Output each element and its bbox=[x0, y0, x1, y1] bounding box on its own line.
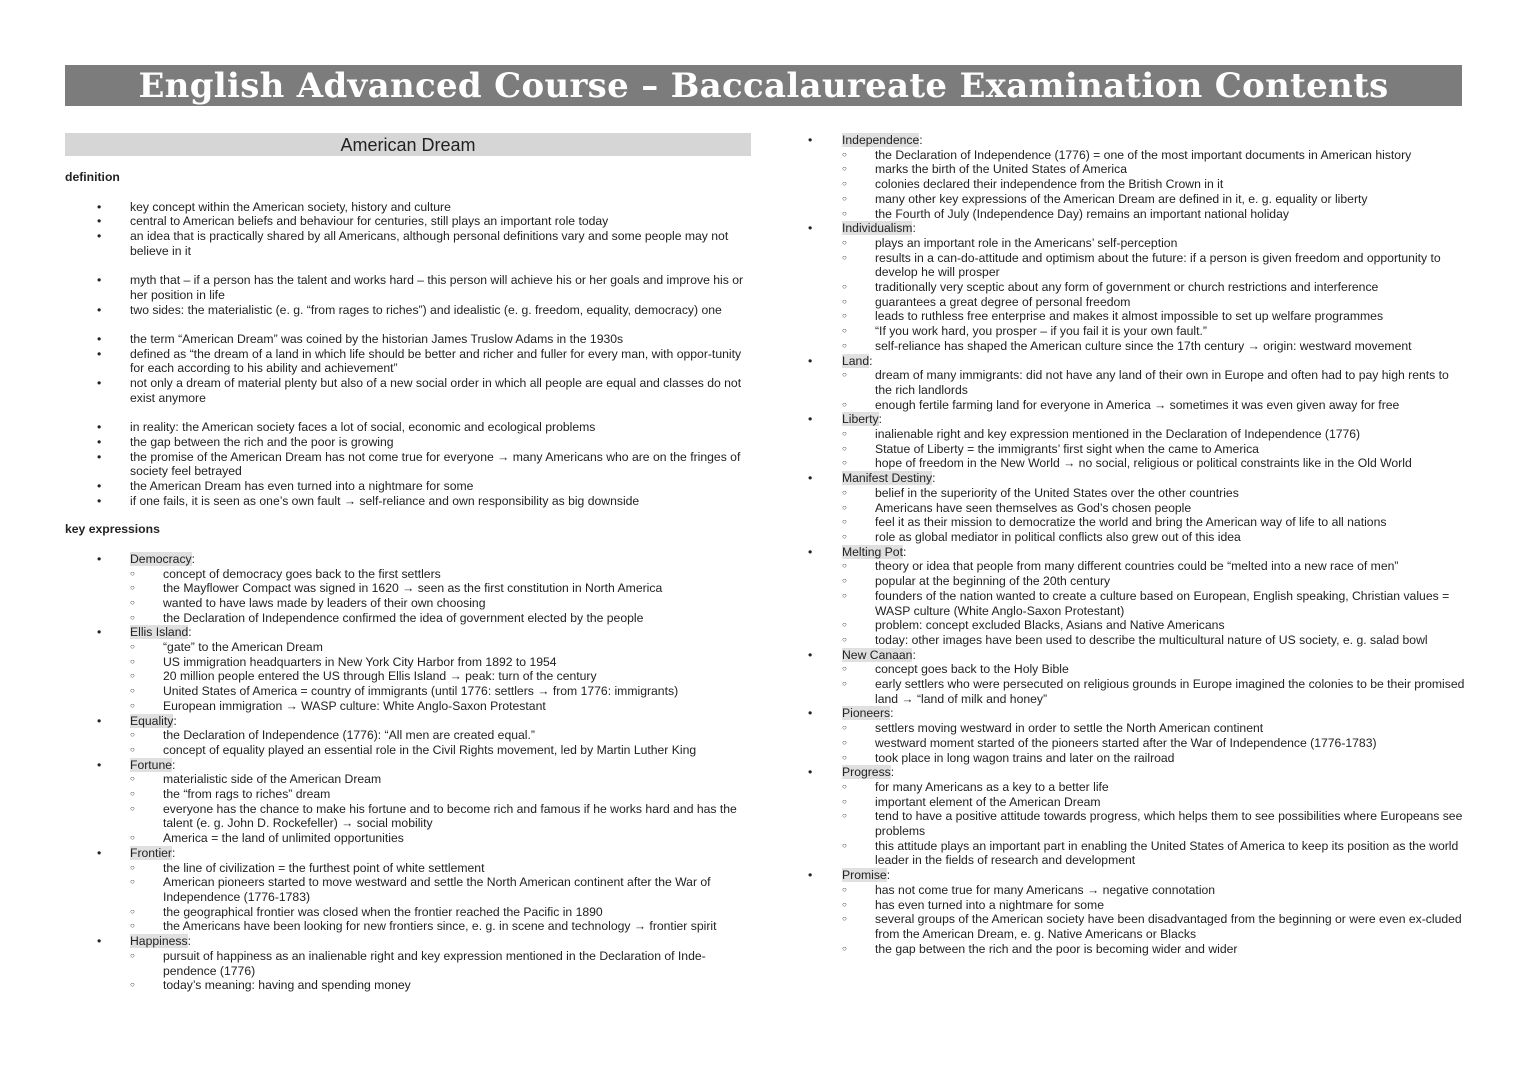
key-expression-point: ○ guarantees a great degree of personal freedom bbox=[842, 295, 1467, 310]
key-expression-point: ○ colonies declared their independence from the British Crown in it bbox=[842, 177, 1467, 192]
key-expression-term: Manifest Destiny bbox=[842, 471, 933, 486]
definition-item: • in reality: the American society faces a lot of social, economic and ecological problems bbox=[65, 420, 755, 435]
key-expression-point: ○ the Declaration of Independence (1776): “All men are created equal.” bbox=[130, 728, 755, 743]
key-expression-point: ○ founders of the nation wanted to create a culture based on European, English speaking, Christian values = WASP culture (White Anglo-Saxon Protestant) bbox=[842, 589, 1467, 618]
definition-item: • an idea that is practically shared by all Americans, although personal definitions vary and some people may not believe in it bbox=[65, 229, 755, 258]
key-expression-points bbox=[130, 728, 755, 757]
key-expression-point: ○ westward moment started of the pioneers started after the War of Independence (1776-1783) bbox=[842, 736, 1467, 751]
key-expression-point: ○ the Declaration of Independence confirmed the idea of government elected by the people bbox=[130, 611, 755, 626]
key-expression-term: Frontier bbox=[130, 845, 172, 860]
section-title: American Dream bbox=[65, 133, 751, 156]
definition-item: • key concept within the American society, history and culture bbox=[65, 200, 755, 215]
key-expression-term: Ellis Island bbox=[130, 625, 189, 640]
key-expression: • New Canaan: ○ concept goes back to the Holy Bible ○ early settlers who were persecuted on religious grounds in Europe imagined the colonies to be their promised land → “land of milk and honey” bbox=[805, 648, 1467, 707]
key-expression-points bbox=[842, 780, 1467, 868]
key-expression-points bbox=[842, 559, 1467, 647]
key-expression-point: ○ the Mayflower Compact was signed in 1620 → seen as the first constitution in North America bbox=[130, 581, 755, 596]
key-expression-point: ○ traditionally very sceptic about any form of government or church restrictions and interference bbox=[842, 280, 1467, 295]
key-expression-point: ○ many other key expressions of the American Dream are defined in it, e. g. equality or liberty bbox=[842, 192, 1467, 207]
definition-group bbox=[65, 273, 755, 317]
title-banner bbox=[65, 65, 1462, 106]
key-expression-point: ○ theory or idea that people from many different countries could be “melted into a new race of men” bbox=[842, 559, 1467, 574]
key-expression-point: ○ Americans have seen themselves as God’s chosen people bbox=[842, 501, 1467, 516]
definition-heading: definition bbox=[65, 170, 120, 184]
key-expression-point: ○ wanted to have laws made by leaders of their own choosing bbox=[130, 596, 755, 611]
key-expression-points bbox=[842, 721, 1467, 765]
definition-item: • not only a dream of material plenty but also of a new social order in which all people are equal and classes do not exist anymore bbox=[65, 376, 755, 405]
key-expression: • Promise: ○ has not come true for many Americans → negative connotation ○ has even turned into a nightmare for some ○ several groups of the American society have been disadvantaged from the beginning or were even ex-cluded from the American Dream, e. g. Native Americans or Blacks ○ the gap between the rich and the poor is becoming wider and wider bbox=[805, 868, 1467, 956]
key-expression-point: ○ leads to ruthless free enterprise and makes it almost impossible to set up welfare programmes bbox=[842, 309, 1467, 324]
key-expression: • Individualism: ○ plays an important role in the Americans’ self-perception ○ results in a can-do-attitude and optimism about the future: if a person is given freedom and opportunity to develop he will prosper ○ traditionally very sceptic about any form of government or church restrictions and interference ○ guarantees a great degree of personal freedom ○ leads to ruthless free enterprise and makes it almost impossible to set up welfare programmes ○ “If you work hard, you prosper – if you fail it is your own fault.” ○ self-reliance has shaped the American culture since the 17th century → origin: westward movement bbox=[805, 221, 1467, 353]
key-expression-point: ○ European immigration → WASP culture: White Anglo-Saxon Protestant bbox=[130, 699, 755, 714]
key-expression-point: ○ materialistic side of the American Dream bbox=[130, 772, 755, 787]
key-expression-points bbox=[130, 772, 755, 846]
key-expression: • Fortune: ○ materialistic side of the American Dream ○ the “from rags to riches” dream ○ everyone has the chance to make his fortune and to become rich and famous if he works hard and has the talent (e. g. John D. Rockefeller) → social mobility ○ America = the land of unlimited opportunities bbox=[65, 758, 755, 846]
key-expression-term: New Canaan bbox=[842, 647, 913, 662]
definition-item: • the promise of the American Dream has not come true for everyone → many Americans who are on the fringes of society feel betrayed bbox=[65, 450, 755, 479]
key-expression-point: ○ inalienable right and key expression mentioned in the Declaration of Independence (1776) bbox=[842, 427, 1467, 442]
key-expressions-heading: key expressions bbox=[65, 522, 160, 537]
key-expression-point: ○ United States of America = country of immigrants (until 1776: settlers → from 1776: immigrants) bbox=[130, 684, 755, 699]
key-expression-point: ○ 20 million people entered the US through Ellis Island → peak: turn of the century bbox=[130, 669, 755, 684]
key-expression-point: ○ hope of freedom in the New World → no social, religious or political constraints like in the Old World bbox=[842, 456, 1467, 471]
key-expression-point: ○ US immigration headquarters in New York City Harbor from 1892 to 1954 bbox=[130, 655, 755, 670]
key-expression-point: ○ plays an important role in the Americans’ self-perception bbox=[842, 236, 1467, 251]
key-expression-point: ○ the Americans have been looking for new frontiers since, e. g. in scene and technology → frontier spirit bbox=[130, 919, 755, 934]
definition-item: • the term “American Dream” was coined by the historian James Truslow Adams in the 1930s bbox=[65, 332, 755, 347]
definition-item: • two sides: the materialistic (e. g. “from rages to riches”) and idealistic (e. g. freedom, equality, democracy) one bbox=[65, 303, 755, 318]
key-expression-point: ○ role as global mediator in political conflicts also grew out of this idea bbox=[842, 530, 1467, 545]
key-expression-term: Liberty bbox=[842, 412, 879, 427]
key-expression-point: ○ enough fertile farming land for everyone in America → sometimes it was even given away for free bbox=[842, 398, 1467, 413]
key-expression-point: ○ “gate” to the American Dream bbox=[130, 640, 755, 655]
key-expression-points bbox=[842, 368, 1467, 412]
definition-item: • central to American beliefs and behaviour for centuries, still plays an important role today bbox=[65, 214, 755, 229]
key-expressions-right bbox=[805, 133, 1467, 956]
definition-item: • the gap between the rich and the poor is growing bbox=[65, 435, 755, 450]
key-expression-point: ○ feel it as their mission to democratize the world and bring the American way of life to all nations bbox=[842, 515, 1467, 530]
key-expression-point: ○ tend to have a positive attitude towards progress, which helps them to see possibilities where Europeans see problems bbox=[842, 809, 1467, 838]
right-column bbox=[805, 133, 1467, 956]
definition-item: • defined as “the dream of a land in which life should be better and richer and fuller for every man, with oppor-tunity for each according to his ability and achievement” bbox=[65, 347, 755, 376]
key-expression-points bbox=[842, 883, 1467, 957]
key-expression-point: ○ self-reliance has shaped the American culture since the 17th century → origin: westward movement bbox=[842, 339, 1467, 354]
left-column bbox=[65, 133, 755, 993]
key-expression: • Democracy: ○ concept of democracy goes back to the first settlers ○ the Mayflower Compact was signed in 1620 → seen as the first constitution in North America ○ wanted to have laws made by leaders of their own choosing ○ the Declaration of Independence confirmed the idea of government elected by the people bbox=[65, 552, 755, 626]
key-expression-point: ○ problem: concept excluded Blacks, Asians and Native Americans bbox=[842, 618, 1467, 633]
key-expression-points bbox=[842, 236, 1467, 354]
key-expression-point: ○ everyone has the chance to make his fortune and to become rich and famous if he works hard and has the talent (e. g. John D. Rockefeller) → social mobility bbox=[130, 802, 755, 831]
key-expression-points bbox=[842, 486, 1467, 545]
key-expression: • Independence: ○ the Declaration of Independence (1776) = one of the most important documents in American history ○ marks the birth of the United States of America ○ colonies declared their independence from the British Crown in it ○ many other key expressions of the American Dream are defined in it, e. g. equality or liberty ○ the Fourth of July (Independence Day) remains an important national holiday bbox=[805, 133, 1467, 221]
key-expression: • Pioneers: ○ settlers moving westward in order to settle the North American continent ○ westward moment started of the pioneers started after the War of Independence (1776-1783) ○ took place in long wagon trains and later on the railroad bbox=[805, 706, 1467, 765]
key-expression-point: ○ the Declaration of Independence (1776) = one of the most important documents in American history bbox=[842, 148, 1467, 163]
key-expression-point: ○ took place in long wagon trains and later on the railroad bbox=[842, 751, 1467, 766]
definition-item: • the American Dream has even turned into a nightmare for some bbox=[65, 479, 755, 494]
key-expression-points bbox=[842, 427, 1467, 471]
key-expression-point: ○ the line of civilization = the furthest point of white settlement bbox=[130, 861, 755, 876]
key-expression-point: ○ this attitude plays an important part in enabling the United States of America to keep its position as the world leader in the fields of research and development bbox=[842, 839, 1467, 868]
key-expression-point: ○ Statue of Liberty = the immigrants’ first sight when the came to America bbox=[842, 442, 1467, 457]
page-title: English Advanced Course – Baccalaureate Examination Contents bbox=[138, 65, 1389, 106]
definition-item: • if one fails, it is seen as one’s own fault → self-reliance and own responsibility as big downside bbox=[65, 494, 755, 509]
key-expression: • Liberty: ○ inalienable right and key expression mentioned in the Declaration of Independence (1776) ○ Statue of Liberty = the immigrants’ first sight when the came to America ○ hope of freedom in the New World → no social, religious or political constraints like in the Old World bbox=[805, 412, 1467, 471]
key-expression-points bbox=[130, 949, 755, 993]
key-expression-point: ○ early settlers who were persecuted on religious grounds in Europe imagined the colonies to be their promised land → “land of milk and honey” bbox=[842, 677, 1467, 706]
key-expression: • Manifest Destiny: ○ belief in the superiority of the United States over the other countries ○ Americans have seen themselves as God’s chosen people ○ feel it as their mission to democratize the world and bring the American way of life to all nations ○ role as global mediator in political conflicts also grew out of this idea bbox=[805, 471, 1467, 545]
key-expression-term: Progress bbox=[842, 765, 891, 780]
key-expression-term: Happiness bbox=[130, 934, 188, 949]
key-expression-point: ○ American pioneers started to move westward and settle the North American continent after the War of Independence (1776-1783) bbox=[130, 875, 755, 904]
key-expression-points bbox=[842, 662, 1467, 706]
key-expression-term: Promise bbox=[842, 868, 887, 883]
key-expression: • Frontier: ○ the line of civilization = the furthest point of white settlement ○ American pioneers started to move westward and settle the North American continent after the War of Independence (1776-1783) ○ the geographical frontier was closed when the frontier reached the Pacific in 1890 ○ the Americans have been looking for new frontiers since, e. g. in scene and technology → frontier spirit bbox=[65, 846, 755, 934]
key-expression-term: Pioneers bbox=[842, 706, 891, 721]
key-expression-point: ○ the gap between the rich and the poor is becoming wider and wider bbox=[842, 942, 1467, 957]
key-expression-point: ○ the “from rags to riches” dream bbox=[130, 787, 755, 802]
definition-group bbox=[65, 420, 755, 508]
key-expression-term: Individualism bbox=[842, 221, 913, 236]
key-expression: • Land: ○ dream of many immigrants: did not have any land of their own in Europe and often had to pay high rents to the rich landlords ○ enough fertile farming land for everyone in America → sometimes it was even given away for free bbox=[805, 354, 1467, 413]
key-expression-point: ○ America = the land of unlimited opportunities bbox=[130, 831, 755, 846]
definition-group bbox=[65, 332, 755, 406]
key-expression: • Happiness: ○ pursuit of happiness as an inalienable right and key expression mentioned in the Declaration of Inde-pendence (1776) ○ today’s meaning: having and spending money bbox=[65, 934, 755, 993]
key-expression-point: ○ the Fourth of July (Independence Day) remains an important national holiday bbox=[842, 207, 1467, 222]
key-expression: • Equality: ○ the Declaration of Independence (1776): “All men are created equal.” ○ concept of equality played an essential role in the Civil Rights movement, led by Martin Luther King bbox=[65, 714, 755, 758]
key-expression-point: ○ concept of democracy goes back to the first settlers bbox=[130, 567, 755, 582]
key-expression-points bbox=[130, 861, 755, 935]
key-expression-point: ○ marks the birth of the United States of America bbox=[842, 162, 1467, 177]
key-expression-points bbox=[842, 148, 1467, 222]
key-expression-point: ○ settlers moving westward in order to settle the North American continent bbox=[842, 721, 1467, 736]
key-expressions-left bbox=[65, 552, 755, 993]
key-expression-point: ○ the geographical frontier was closed when the frontier reached the Pacific in 1890 bbox=[130, 905, 755, 920]
key-expression-term: Melting Pot bbox=[842, 544, 903, 559]
key-expression-point: ○ popular at the beginning of the 20th century bbox=[842, 574, 1467, 589]
key-expression-point: ○ today’s meaning: having and spending money bbox=[130, 978, 755, 993]
key-expression-point: ○ for many Americans as a key to a better life bbox=[842, 780, 1467, 795]
key-expression-points bbox=[130, 567, 755, 626]
key-expression: • Ellis Island: ○ “gate” to the American Dream ○ US immigration headquarters in New York City Harbor from 1892 to 1954 ○ 20 million people entered the US through Ellis Island → peak: turn of the century ○ United States of America = country of immigrants (until 1776: settlers → from 1776: immigrants) ○ European immigration → WASP culture: White Anglo-Saxon Protestant bbox=[65, 625, 755, 713]
key-expression-point: ○ today: other images have been used to describe the multicultural nature of US society, e. g. salad bowl bbox=[842, 633, 1467, 648]
key-expression-points bbox=[130, 640, 755, 714]
key-expression-term: Equality bbox=[130, 713, 174, 728]
key-expression: • Melting Pot: ○ theory or idea that people from many different countries could be “melted into a new race of men” ○ popular at the beginning of the 20th century ○ founders of the nation wanted to create a culture based on European, English speaking, Christian values = WASP culture (White Anglo-Saxon Protestant) ○ problem: concept excluded Blacks, Asians and Native Americans ○ today: other images have been used to describe the multicultural nature of US society, e. g. salad bowl bbox=[805, 545, 1467, 648]
key-expression-point: ○ dream of many immigrants: did not have any land of their own in Europe and often had to pay high rents to the rich landlords bbox=[842, 368, 1467, 397]
key-expression-point: ○ important element of the American Dream bbox=[842, 795, 1467, 810]
key-expression-point: ○ pursuit of happiness as an inalienable right and key expression mentioned in the Declaration of Inde-pendence (1776) bbox=[130, 949, 755, 978]
key-expression: • Progress: ○ for many Americans as a key to a better life ○ important element of the American Dream ○ tend to have a positive attitude towards progress, which helps them to see possibilities where Europeans see problems ○ this attitude plays an important part in enabling the United States of America to keep its position as the world leader in the fields of research and development bbox=[805, 765, 1467, 868]
key-expression-point: ○ has even turned into a nightmare for some bbox=[842, 898, 1467, 913]
definition-item: • myth that – if a person has the talent and works hard – this person will achieve his or her goals and improve his or her position in life bbox=[65, 273, 755, 302]
key-expression-term: Land bbox=[842, 353, 870, 368]
key-expression-point: ○ concept of equality played an essential role in the Civil Rights movement, led by Martin Luther King bbox=[130, 743, 755, 758]
key-expression-point: ○ belief in the superiority of the United States over the other countries bbox=[842, 486, 1467, 501]
key-expression-term: Democracy bbox=[130, 551, 192, 566]
key-expression-term: Fortune bbox=[130, 757, 173, 772]
definition-group bbox=[65, 200, 755, 259]
key-expression-point: ○ concept goes back to the Holy Bible bbox=[842, 662, 1467, 677]
key-expression-point: ○ several groups of the American society have been disadvantaged from the beginning or were even ex-cluded from the American Dream, e. g. Native Americans or Blacks bbox=[842, 912, 1467, 941]
definition-list bbox=[65, 200, 755, 509]
key-expression-term: Independence bbox=[842, 133, 920, 147]
key-expression-point: ○ has not come true for many Americans → negative connotation bbox=[842, 883, 1467, 898]
key-expression-point: ○ “If you work hard, you prosper – if you fail it is your own fault.” bbox=[842, 324, 1467, 339]
key-expression-point: ○ results in a can-do-attitude and optimism about the future: if a person is given freedom and opportunity to develop he will prosper bbox=[842, 251, 1467, 280]
